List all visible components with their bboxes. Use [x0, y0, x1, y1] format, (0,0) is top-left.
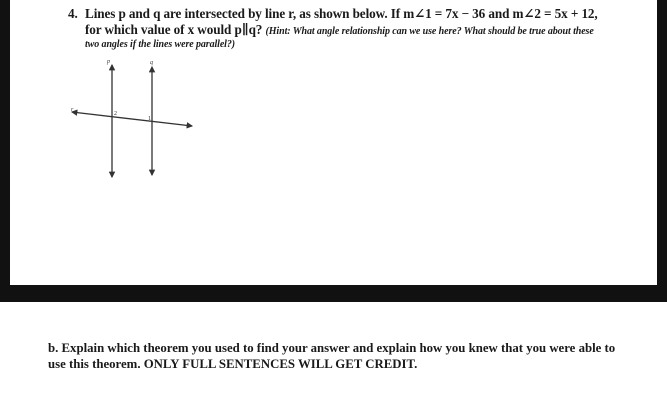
label-angle-2: 2 — [114, 111, 117, 117]
label-r: r — [71, 107, 74, 113]
transversal-figure — [62, 55, 202, 185]
question-4-hint-line2: two angles if the lines were parallel?) — [85, 39, 235, 50]
question-number: 4. — [68, 6, 78, 21]
part-b-line1: b. Explain which theorem you used to find your answer and explain how you knew that you were able to — [48, 341, 616, 355]
label-p: p — [107, 59, 110, 65]
question-4-text-line1: Lines p and q are intersected by line r, as shown below. If m∠1 = 7x − 36 and m∠2 = 5x + 12, — [85, 6, 598, 21]
question-4-line2 — [85, 22, 594, 38]
question-4-text-line2: for which value of x would p∥q? — [85, 22, 263, 37]
label-angle-1: 1 — [148, 116, 151, 122]
question-4-line1 — [68, 6, 598, 22]
part-b-panel — [0, 302, 667, 398]
part-b-line2: use this theorem. ONLY FULL SENTENCES WILL GET CREDIT. — [48, 357, 418, 371]
line-r — [72, 112, 192, 126]
question-4-hint-line1: (Hint: What angle relationship can we use here? What should be true about these — [265, 26, 594, 37]
label-q: q — [150, 60, 153, 66]
question-4-panel — [10, 0, 657, 285]
